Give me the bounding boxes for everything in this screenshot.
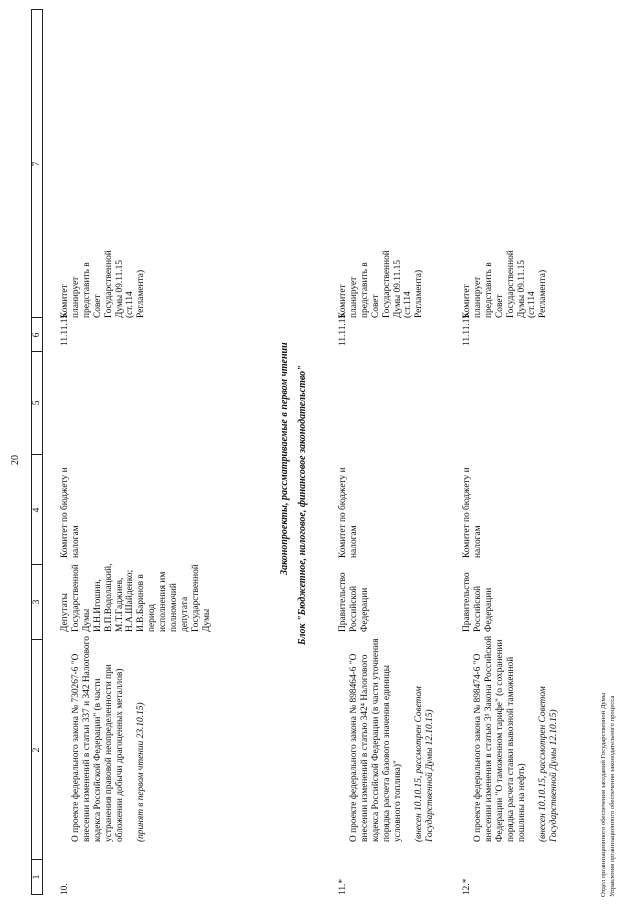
footer-line-2: Управления организационного обеспечения законодательного процесса [609, 695, 616, 897]
row-plan: Комитет планирует представить в Совет Государственной Думы 09.11.15 (ст.114 Регламента) [338, 250, 425, 318]
row-committee: Комитет по бюджету и налогам [338, 467, 359, 558]
row-plan: Комитет планирует представить в Совет Государственной Думы 09.11.15 (ст.114 Регламента) [60, 250, 147, 318]
row-date: 11.11.15 [462, 313, 472, 346]
row-title [60, 632, 147, 842]
row-note: (принят в первом чтении 23.10.15) [136, 702, 147, 842]
row-note: (внесен 10.10.15, рассмотрен Советом Государственной Думы 12.10.15) [414, 686, 436, 842]
row-initiator: Депутаты Государственной Думы И.Н.Игошин, В.П.Водолацкий, М.Т.Гаджиев, Н.А.Шайденко; И.В.Баринов в период исполнения им полномочий депутата Государственной Думы [60, 563, 212, 632]
row-date: 11.11.15 [60, 313, 70, 346]
row-title [338, 632, 436, 842]
row-date: 11.11.15 [338, 313, 348, 346]
footer-line-1: Отдел организационного обеспечения заседаний Государственной Думы [600, 692, 607, 897]
row-title-text: О проекте федерального закона № 898474-6 "О внесении изменения в статью 3¹ Закона Российской Федерации "О таможенном тарифе" (о сохранении порядка расчета ставки вывозной таможенной пошлины на нефть) [472, 635, 527, 842]
row-number: 10. [60, 883, 70, 895]
row-initiator: Правительство Российской Федерации [338, 572, 370, 632]
header-col-6: 6 [31, 332, 42, 338]
row-committee: Комитет по бюджету и налогам [60, 467, 81, 558]
header-col-5: 5 [31, 400, 42, 406]
row-initiator: Правительство Российской Федерации [462, 572, 494, 632]
row-committee: Комитет по бюджету и налогам [462, 467, 483, 558]
section-heading: Законопроекты, рассматриваемые в первом чтении [279, 342, 290, 575]
header-col-1: 1 [31, 874, 42, 880]
row-plan: Комитет планирует представить в Совет Государственной Думы 09.11.15 (ст.114 Регламента) [462, 250, 549, 318]
row-number: 11.* [338, 878, 348, 895]
block-heading: Блок "Бюджетное, налоговое, финансовое законодательство" [297, 365, 308, 645]
row-number: 12.* [462, 878, 472, 895]
row-title [462, 632, 560, 842]
header-col-2: 2 [31, 747, 42, 753]
row-note: (внесен 10.10.15, рассмотрен Советом Государственной Думы 12.10.15) [538, 686, 560, 842]
page-number: 20 [10, 455, 21, 465]
row-title-text: О проекте федерального закона № 898464-6 "О внесении изменений в статью 342⁴ Налогового кодекса Российской Федерации (в части уточнения порядка расчета базового значения единицы условного топлива)" [348, 638, 403, 842]
header-col-3: 3 [31, 599, 42, 605]
header-col-7: 7 [31, 161, 42, 167]
header-col-4: 4 [31, 507, 42, 513]
row-title-text: О проекте федерального закона № 730267-6 "О внесении изменений в статьи 337 и 342 Налогового кодекса Российской Федерации" (в части устранения правовой неопределенности при обложении добычи драгоценных металлов) [70, 636, 125, 842]
